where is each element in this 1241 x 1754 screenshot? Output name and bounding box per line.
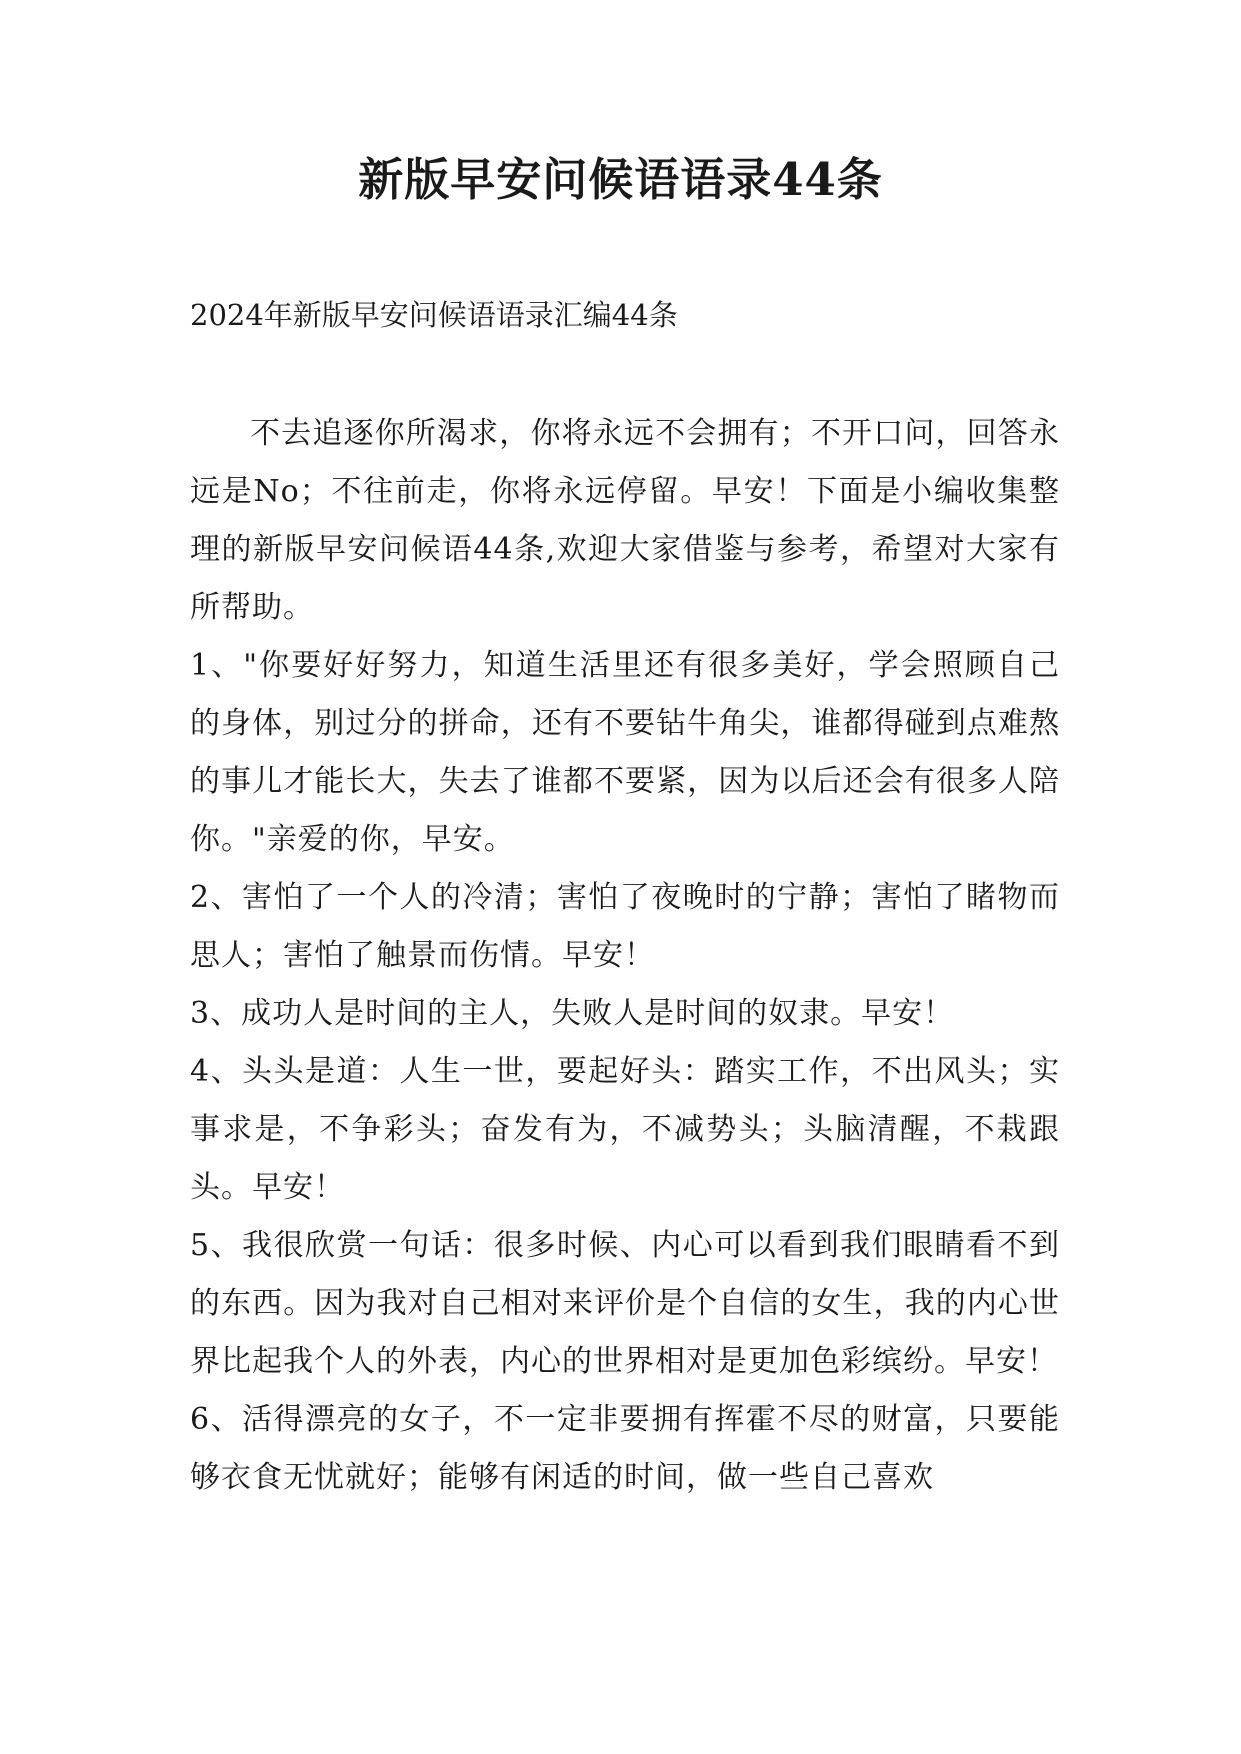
document-title: 新版早安问候语语录44条 <box>358 153 883 206</box>
list-item: 1、"你要好好努力，知道生活里还有很多美好，学会照顾自己的身体，别过分的拼命，还有不要钻牛角尖，谁都得碰到点难熬的事儿才能长大，失去了谁都不要紧，因为以后还会有很多人陪你。"亲爱的你，早安。 <box>190 648 1060 857</box>
list-item: 2、害怕了一个人的冷清；害怕了夜晚时的宁静；害怕了睹物而思人；害怕了触景而伤情。早安！ <box>190 880 1060 973</box>
list-item: 5、我很欣赏一句话：很多时候、内心可以看到我们眼睛看不到的东西。因为我对自己相对来评价是个自信的女生，我的内心世界比起我个人的外表，内心的世界相对是更加色彩缤纷。早安！ <box>190 1228 1060 1379</box>
list-item: 4、头头是道：人生一世，要起好头：踏实工作，不出风头；实事求是，不争彩头；奋发有为，不减势头；头脑清醒，不栽跟头。早安！ <box>190 1054 1060 1205</box>
document-body <box>190 405 1060 1507</box>
list-item: 3、成功人是时间的主人，失败人是时间的奴隶。早安！ <box>190 996 955 1031</box>
list-item: 6、活得漂亮的女子，不一定非要拥有挥霍不尽的财富，只要能够衣食无忧就好；能够有闲适的时间，做一些自己喜欢 <box>190 1402 1060 1495</box>
intro-paragraph: 不去追逐你所渴求，你将永远不会拥有；不开口问，回答永远是No；不往前走，你将永远停留。早安！下面是小编收集整理的新版早安问候语44条,欢迎大家借鉴与参考，希望对大家有所帮助。 <box>190 416 1060 625</box>
document-subtitle: 2024年新版早安问候语语录汇编44条 <box>190 298 678 332</box>
